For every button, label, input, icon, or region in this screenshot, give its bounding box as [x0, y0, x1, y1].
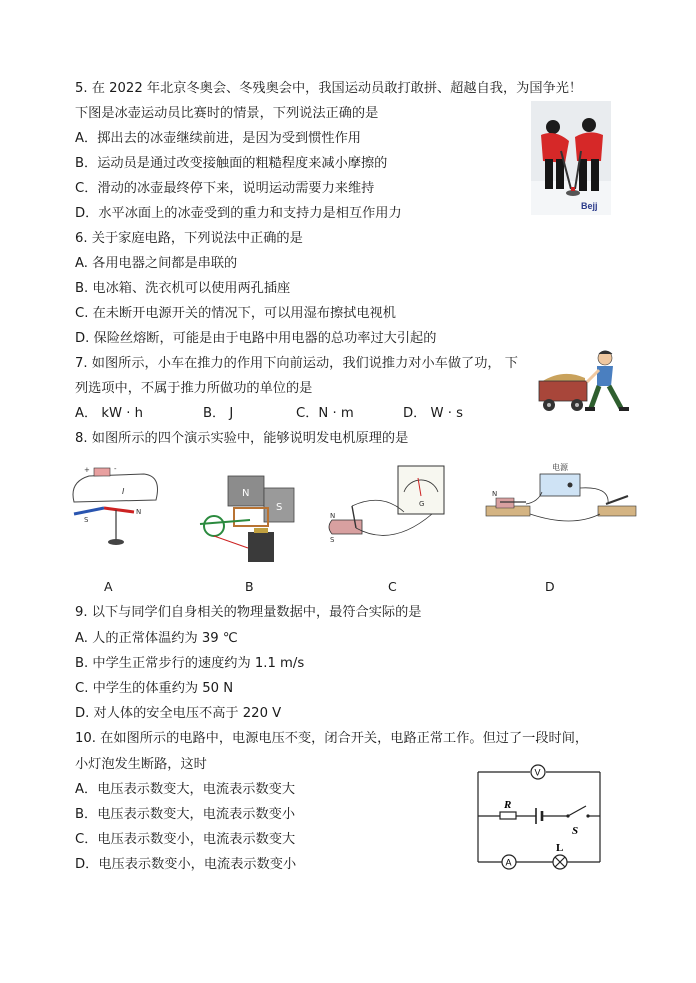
q5-stem-line2: 下图是冰壶运动员比赛时的情景，下列说法正确的是: [75, 106, 379, 121]
circuit-voltmeter-label: V: [534, 767, 541, 778]
fig-a-current-label: I: [122, 487, 125, 496]
q5-option-a: A．掷出去的冰壶继续前进，是因为受到惯性作用: [75, 131, 361, 146]
svg-text:Bejj: Bejj: [581, 201, 598, 211]
fig-a-s-label: S: [84, 516, 89, 524]
fig-c-s-label: S: [330, 536, 335, 544]
q5-stem-line1: 5. 在 2022 年北京冬奥会、冬残奥会中，我国运动员敢打敢拼、超越自我，为国争光！: [75, 81, 583, 96]
q6-option-c: C. 在未断开电源开关的情况下，可以用湿布擦拭电视机: [75, 306, 396, 321]
circuit-switch-label: S: [572, 825, 579, 837]
q5-option-d: D．水平冰面上的冰壶受到的重力和支持力是相互作用力: [75, 206, 402, 221]
svg-text:-: -: [114, 465, 117, 473]
q7-option-c: C．N · m: [296, 406, 354, 421]
q7-option-b: B． J: [203, 406, 234, 421]
q8-figure-d: [482, 462, 640, 528]
curling-photo: [531, 101, 611, 215]
circuit-ammeter-label: A: [505, 857, 512, 868]
q8-figure-c: [322, 462, 450, 552]
q8-label-c: C: [388, 579, 397, 594]
fig-b-n-label: N: [242, 488, 250, 499]
fig-d-n-label: N: [492, 490, 498, 498]
q10-option-d: D．电压表示数变小，电流表示数变小: [75, 857, 297, 872]
q7-stem-line1: 7. 如图所示，小车在推力的作用下向前运动，我们说推力对小车做了功， 下: [75, 356, 518, 371]
q10-option-b: B．电压表示数变大，电流表示数变小: [75, 807, 296, 822]
q9-option-b: B. 中学生正常步行的速度约为 1.1 m/s: [75, 656, 305, 671]
q6-option-a: A. 各用电器之间都是串联的: [75, 256, 238, 271]
fig-d-power-label: 电源: [552, 463, 568, 472]
q5-option-c: C．滑动的冰壶最终停下来，说明运动需要力来维持: [75, 181, 375, 196]
fig-a-n-label: N: [136, 508, 142, 516]
q7-option-d: D． W · s: [403, 406, 464, 421]
q8-label-a: A: [104, 579, 113, 594]
q8-figure-a: [64, 462, 169, 552]
q9-option-d: D. 对人体的安全电压不高于 220 V: [75, 706, 282, 721]
fig-b-s-label: S: [276, 502, 283, 513]
q10-option-a: A．电压表示数变大，电流表示数变大: [75, 782, 296, 797]
q10-stem-line2: 小灯泡发生断路，这时: [75, 757, 207, 772]
circuit-resistor-label: R: [504, 799, 512, 811]
q7-stem-line2: 列选项中，不属于推力所做功的单位的是: [75, 381, 313, 396]
q9-option-c: C. 中学生的体重约为 50 N: [75, 681, 234, 696]
q9-option-a: A. 人的正常体温约为 39 ℃: [75, 631, 238, 646]
svg-text:+: +: [84, 466, 90, 474]
q5-option-b: B．运动员是通过改变接触面的粗糙程度来减小摩擦的: [75, 156, 388, 171]
q6-stem: 6. 关于家庭电路，下列说法中正确的是: [75, 231, 303, 246]
svg-text:G: G: [419, 500, 425, 508]
q8-label-d: D: [545, 579, 555, 594]
q6-option-d: D. 保险丝熔断，可能是由于电路中用电器的总功率过大引起的: [75, 331, 437, 346]
cart-push-figure: [535, 348, 630, 414]
q8-label-b: B: [245, 579, 254, 594]
q10-option-c: C．电压表示数变小，电流表示数变大: [75, 832, 296, 847]
q10-stem-line1: 10. 在如图所示的电路中，电源电压不变，闭合开关，电路正常工作。但过了一段时间，: [75, 731, 589, 746]
q7-option-a: A． kW · h: [75, 406, 144, 421]
fig-c-n-label: N: [330, 512, 336, 520]
q6-option-b: B. 电冰箱、洗衣机可以使用两孔插座: [75, 281, 291, 296]
circuit-lamp-label: L: [556, 842, 564, 854]
q8-figure-b: [190, 468, 310, 568]
q10-circuit-diagram: [472, 760, 608, 870]
q9-stem: 9. 以下与同学们自身相关的物理量数据中，最符合实际的是: [75, 605, 422, 620]
q8-stem: 8. 如图所示的四个演示实验中，能够说明发电机原理的是: [75, 431, 409, 446]
